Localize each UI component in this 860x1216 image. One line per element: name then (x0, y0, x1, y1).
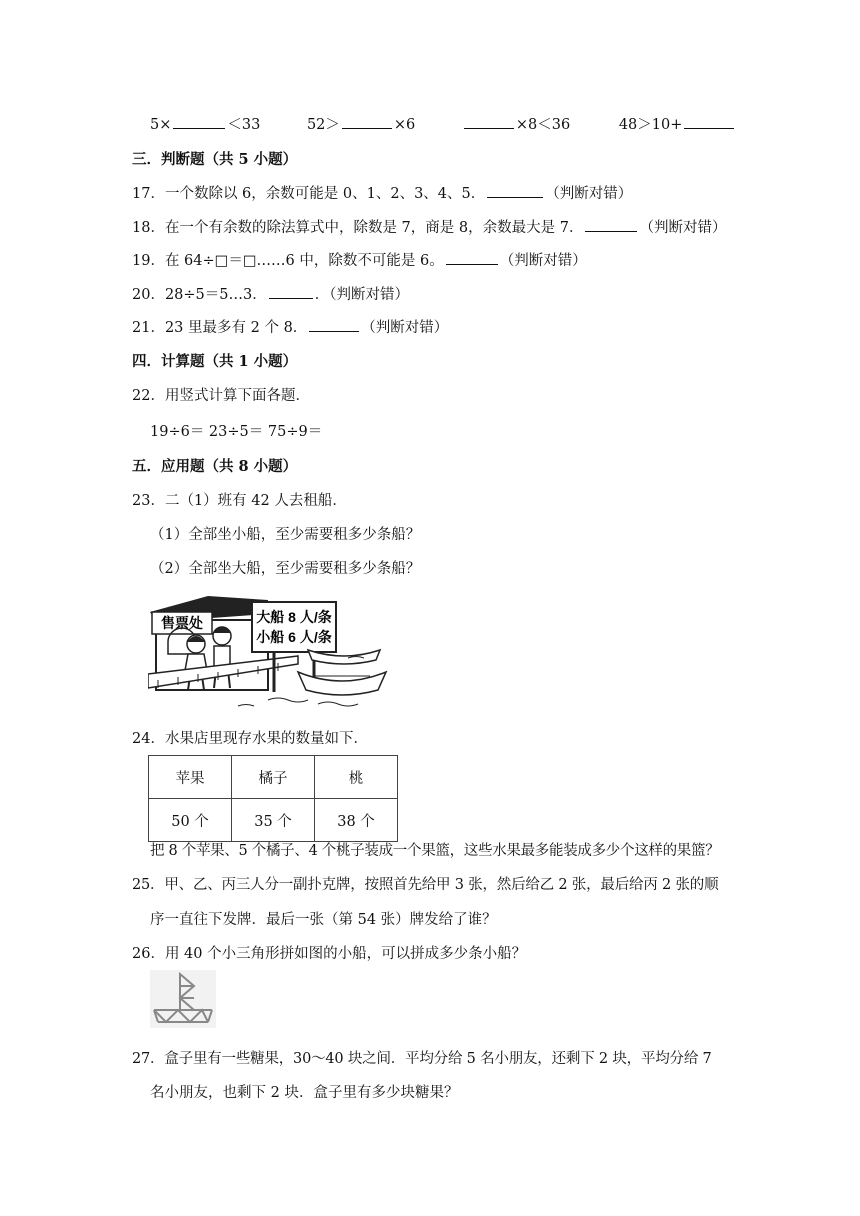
answer-blank[interactable] (585, 217, 637, 232)
table-cell: 38 个 (315, 799, 398, 842)
section-title-apply: 五．应用题（共 8 小题） (132, 458, 298, 475)
question-25-line-1: 25．甲、乙、丙三人分一副扑克牌，按照首先给甲 3 张，然后给乙 2 张，最后给丙 2 张的顺 (132, 877, 719, 893)
question-17: 17．一个数除以 6，余数可能是 0、1、2、3、4、5． （判断对错） (132, 183, 632, 204)
answer-blank[interactable] (173, 114, 225, 129)
answer-blank[interactable] (446, 250, 498, 265)
question-20: 20．28÷5＝5…3． ．（判断对错） (132, 284, 409, 305)
ineq-4: 48＞10+ (619, 114, 737, 135)
section-title-calc: 四．计算题（共 1 小题） (132, 353, 298, 370)
section-title-judge: 三．判断题（共 5 小题） (132, 151, 298, 168)
question-18: 18．在一个有余数的除法算式中，除数是 7，商是 8，余数最大是 7． （判断对错） (132, 217, 726, 238)
big-boat (298, 672, 386, 695)
table-header-cell: 橘子 (232, 756, 315, 799)
ineq-1: 5× ＜33 (150, 114, 260, 135)
question-24: 24．水果店里现存水果的数量如下． (132, 731, 368, 747)
sign-big-boat: 大船 8 人/条 (256, 609, 332, 625)
answer-blank[interactable] (487, 183, 543, 198)
answer-blank[interactable] (342, 114, 392, 129)
question-26: 26．用 40 个小三角形拼如图的小船，可以拼成多少条小船？ (132, 946, 527, 962)
answer-blank[interactable] (309, 317, 359, 332)
question-24-question: 把 8 个苹果、5 个橘子、4 个桃子装成一个果篮，这些水果最多能装成多少个这样的果篮？ (150, 843, 720, 859)
question-22: 22．用竖式计算下面各题． (132, 388, 310, 404)
inequality-row (150, 114, 736, 135)
question-19: 19．在 64÷□＝□……6 中，除数不可能是 6。 （判断对错） (132, 250, 587, 271)
answer-blank[interactable] (269, 284, 313, 299)
table-row (149, 756, 398, 799)
booth-label: 售票处 (161, 615, 203, 631)
boat-rental-illustration (148, 592, 392, 718)
table-header-cell: 苹果 (149, 756, 232, 799)
question-27-line-2: 名小朋友，也剩下 2 块．盒子里有多少块糖果？ (150, 1085, 459, 1101)
table-header-cell: 桃 (315, 756, 398, 799)
question-25-line-2: 序一直往下发牌．最后一张（第 54 张）牌发给了谁？ (150, 912, 497, 928)
question-21: 21．23 里最多有 2 个 8． （判断对错） (132, 317, 448, 338)
table-cell: 50 个 (149, 799, 232, 842)
triangle-boat-figure (150, 970, 216, 1028)
fruit-table (148, 755, 398, 842)
sign-small-boat: 小船 6 人/条 (256, 629, 332, 645)
ineq-2: 52＞ ×6 (307, 114, 415, 135)
ineq-3: ×8＜36 (462, 114, 570, 135)
question-22-expressions: 19÷6＝ 23÷5＝ 75÷9＝ (150, 424, 323, 440)
question-23: 23．二（1）班有 42 人去租船． (132, 493, 347, 509)
question-23-part-2: （2）全部坐大船，至少需要租多少条船？ (150, 561, 421, 577)
question-27-line-1: 27．盒子里有一些糖果，30～40 块之间．平均分给 5 名小朋友，还剩下 2 块，平均分给 7 (132, 1051, 712, 1067)
answer-blank[interactable] (684, 114, 734, 129)
question-23-part-1: （1）全部坐小船，至少需要租多少条船？ (150, 527, 421, 543)
answer-blank[interactable] (464, 114, 514, 129)
table-cell: 35 个 (232, 799, 315, 842)
table-row (149, 799, 398, 842)
